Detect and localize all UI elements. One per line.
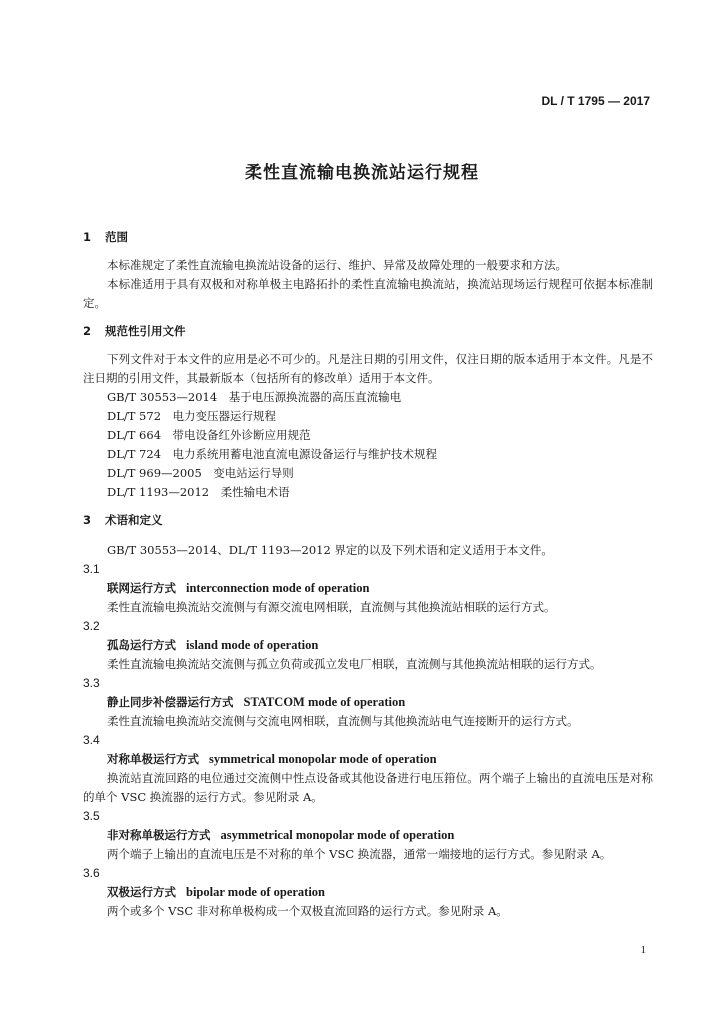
reference-item: DL/T 664 带电设备红外诊断应用规范 <box>107 428 311 442</box>
paragraph: GB/T 30553—2014、DL/T 1193—2012 界定的以及下列术语和定义适用于本文件。 <box>107 543 553 557</box>
section-title: 术语和定义 <box>105 513 163 527</box>
term-definition: 柔性直流输电换流站交流侧与有源交流电网相联，直流侧与其他换流站相联的运行方式。 <box>107 600 556 614</box>
section-heading <box>83 228 653 247</box>
term-name-en: STATCOM mode of operation <box>243 695 406 709</box>
term-definition: 两个或多个 VSC 非对称单极构成一个双极直流回路的运行方式。参见附录 A。 <box>107 904 508 918</box>
term-title <box>83 579 653 598</box>
term-name-zh: 双极运行方式 <box>107 885 176 899</box>
paragraph: 本标准规定了柔性直流输电换流站设备的运行、维护、异常及故障处理的一般要求和方法。 <box>107 258 567 272</box>
term-name-en: island mode of operation <box>186 638 319 652</box>
section-number: 3 <box>83 513 92 527</box>
term-name-zh: 非对称单极运行方式 <box>107 828 211 842</box>
term-title <box>83 883 653 902</box>
term-number: 3.2 <box>83 619 100 633</box>
reference-item: GB/T 30553—2014 基于电压源换流器的高压直流输电 <box>107 390 402 404</box>
section-number: 2 <box>83 324 92 338</box>
term-title <box>83 750 653 769</box>
term-title <box>83 826 653 845</box>
term-definition: 两个端子上输出的直流电压是不对称的单个 VSC 换流器，通常一端接地的运行方式。参见附录 A。 <box>107 847 612 861</box>
section-title: 规范性引用文件 <box>105 324 186 338</box>
section-number: 1 <box>83 230 92 244</box>
term-definition: 柔性直流输电换流站交流侧与交流电网相联，直流侧与其他换流站电气连接断开的运行方式。 <box>107 714 579 728</box>
term-name-en: interconnection mode of operation <box>186 581 370 595</box>
reference-item: DL/T 969—2005 变电站运行导则 <box>107 466 294 480</box>
term-definition: 柔性直流输电换流站交流侧与孤立负荷或孤立发电厂相联，直流侧与其他换流站相联的运行方式。 <box>107 657 602 671</box>
term-name-en: asymmetrical monopolar mode of operation <box>220 828 455 842</box>
paragraph: 本标准适用于具有双极和对称单极主电路拓扑的柔性直流输电换流站，换流站现场运行规程可依据本标准制定。 <box>83 277 653 310</box>
document-title: 柔性直流输电换流站运行规程 <box>245 163 479 183</box>
term-number: 3.6 <box>83 866 100 880</box>
term-name-en: bipolar mode of operation <box>186 885 326 899</box>
section-heading <box>83 322 653 341</box>
reference-item: DL/T 1193—2012 柔性输电术语 <box>107 485 290 499</box>
term-name-zh: 对称单极运行方式 <box>107 752 199 766</box>
term-name-zh: 孤岛运行方式 <box>107 638 176 652</box>
term-number: 3.3 <box>83 676 100 690</box>
term-number: 3.5 <box>83 809 100 823</box>
section-title: 范围 <box>105 230 128 244</box>
document-body <box>83 228 653 921</box>
term-definition: 换流站直流回路的电位通过交流侧中性点设备或其他设备进行电压箝位。两个端子上输出的直流电压是对称的单个 VSC 换流器的运行方式。参见附录 A。 <box>83 771 653 804</box>
term-number: 3.4 <box>83 733 100 747</box>
page-number: 1 <box>640 944 646 956</box>
term-number: 3.1 <box>83 562 100 576</box>
reference-item: DL/T 724 电力系统用蓄电池直流电源设备运行与维护技术规程 <box>107 447 438 461</box>
section-heading <box>83 511 653 530</box>
term-title <box>83 636 653 655</box>
document-code: DL / T 1795 — 2017 <box>541 94 650 108</box>
paragraph: 下列文件对于本文件的应用是必不可少的。凡是注日期的引用文件，仅注日期的版本适用于本文件。凡是不注日期的引用文件，其最新版本（包括所有的修改单）适用于本文件。 <box>83 352 653 385</box>
term-name-zh: 联网运行方式 <box>107 581 176 595</box>
term-title <box>83 693 653 712</box>
term-name-zh: 静止同步补偿器运行方式 <box>107 695 234 709</box>
term-name-en: symmetrical monopolar mode of operation <box>209 752 437 766</box>
reference-item: DL/T 572 电力变压器运行规程 <box>107 409 277 423</box>
